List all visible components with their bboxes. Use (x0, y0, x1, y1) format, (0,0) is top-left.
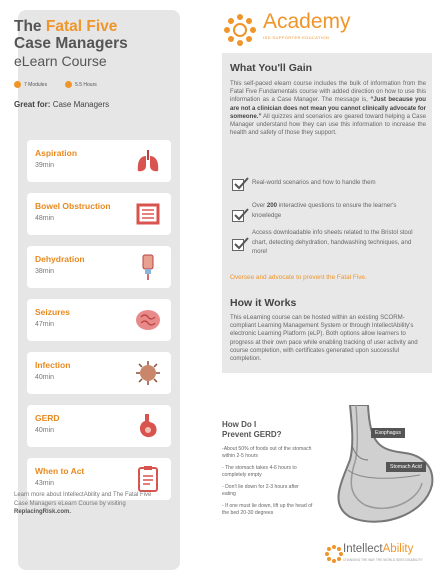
list-item (230, 178, 420, 198)
clock-icon (65, 81, 72, 88)
module-name: GERD (35, 413, 60, 423)
gain-p1-end: All quizzes and scenarios are geared toward helping a Case Manager understand how they can use this information to increase the health and safety of those they support. (230, 112, 426, 137)
lungs-icon (133, 146, 163, 176)
module-card-gerd (27, 405, 171, 447)
replacingrisk-link[interactable]: ReplacingRisk.com. (14, 509, 72, 515)
intellectability-wordmark: IntellectAbility (343, 543, 414, 555)
bullet-text: Over 200 interactive questions to ensure the learner's knowledge (252, 202, 397, 219)
gerd-item: - The stomach takes 4-6 hours to completely empty (222, 465, 297, 478)
iv-bag-icon (133, 252, 163, 282)
brain-icon (133, 305, 163, 335)
module-card-aspiration (27, 140, 171, 182)
intellectability-tagline: CHANGING THE WAY THE WORLD SEES DISABILITY (343, 558, 423, 562)
module-name: Infection (35, 360, 71, 370)
gain-heading: What You'll Gain (230, 62, 313, 74)
course-title (14, 18, 164, 52)
bullet-text: Real-world scenarios and how to handle them (252, 179, 376, 186)
call-to-action: Oversee and advocate to prevent the Fatal Five. (230, 274, 367, 281)
checkbox-icon (232, 210, 244, 222)
footer-text: Learn more about IntellectAbility and The Fatal Five Case Managers eLearn Course by visiting (14, 492, 152, 507)
virus-icon (133, 358, 163, 388)
module-duration: 39min (35, 162, 55, 169)
title-prefix: The (14, 18, 42, 35)
title-rest: Case Managers (14, 35, 128, 52)
list-item (230, 229, 420, 258)
module-name: Seizures (35, 307, 70, 317)
module-duration: 43min (35, 480, 55, 487)
great-for-value: Case Managers (52, 100, 110, 109)
how-paragraph: This eLearning course can be hosted within an existing SCORM-compliant Learning Management System or through IntellectAbility's electronic Learning Platform (eLP). Both options allow learners to progress at their own pace while enabling tracking of user activity and course completion, with certificates generated upon successful completion. (230, 314, 418, 363)
module-duration: 47min (35, 321, 55, 328)
gain-p1: This self-paced elearn course includes the bulk of information from the Fatal Five Fundamentals course with added direction on how to use this information as a Case Manager. The message is, (230, 80, 426, 104)
module-name: Dehydration (35, 254, 85, 264)
academy-wordmark: Academy (263, 10, 351, 33)
module-name: When to Act (35, 466, 85, 476)
module-card-seizures (27, 299, 171, 341)
list-item (230, 202, 420, 229)
module-duration: 38min (35, 268, 55, 275)
title-accent: Fatal Five (45, 18, 118, 35)
module-duration: 40min (35, 427, 55, 434)
gerd-item: - Don't lie down for 2-3 hours after eating (222, 484, 299, 497)
course-meta (14, 81, 97, 88)
modules-count: 7 Modules (24, 81, 48, 88)
left-footer (14, 491, 164, 517)
gain-paragraph (230, 80, 426, 137)
great-for (14, 100, 109, 109)
great-for-label: Great for: (14, 100, 51, 109)
module-card-bowel-obstruction (27, 193, 171, 235)
module-name: Aspiration (35, 148, 78, 158)
how-heading: How it Works (230, 297, 297, 309)
modules-icon (14, 81, 21, 88)
bullet-text: Access downloadable info sheets related to the Bristol stool chart, detecting dehydration, handwashing techniques, and more! (252, 229, 413, 255)
esophagus-label: Esophagus (371, 428, 405, 438)
intestine-icon (133, 199, 163, 229)
module-name: Bowel Obstruction (35, 201, 111, 211)
module-duration: 40min (35, 374, 55, 381)
hours-count: 5.5 Hours (75, 81, 97, 88)
stomach-icon (133, 411, 163, 441)
gain-p1-bold: “Just because you are not a clinician does not mean you cannot clinically advocate for someone.” (230, 96, 426, 120)
academy-tagline: ISD SUPPORTER EDUCATION (263, 35, 330, 40)
gerd-title: How Do I Prevent GERD? (222, 420, 282, 439)
checkbox-icon (232, 239, 244, 251)
stomach-acid-label: Stomach Acid (386, 462, 426, 472)
gerd-item: - If one must lie down, lift up the head of the bed 20-30 degrees (222, 503, 313, 516)
course-subtitle: eLearn Course (14, 53, 107, 69)
module-card-dehydration (27, 246, 171, 288)
module-duration: 48min (35, 215, 55, 222)
clipboard-icon (133, 464, 163, 494)
checkbox-icon (232, 179, 244, 191)
gerd-item: -About 50% of foods out of the stomach within 2-5 hours (222, 446, 312, 459)
module-card-infection (27, 352, 171, 394)
